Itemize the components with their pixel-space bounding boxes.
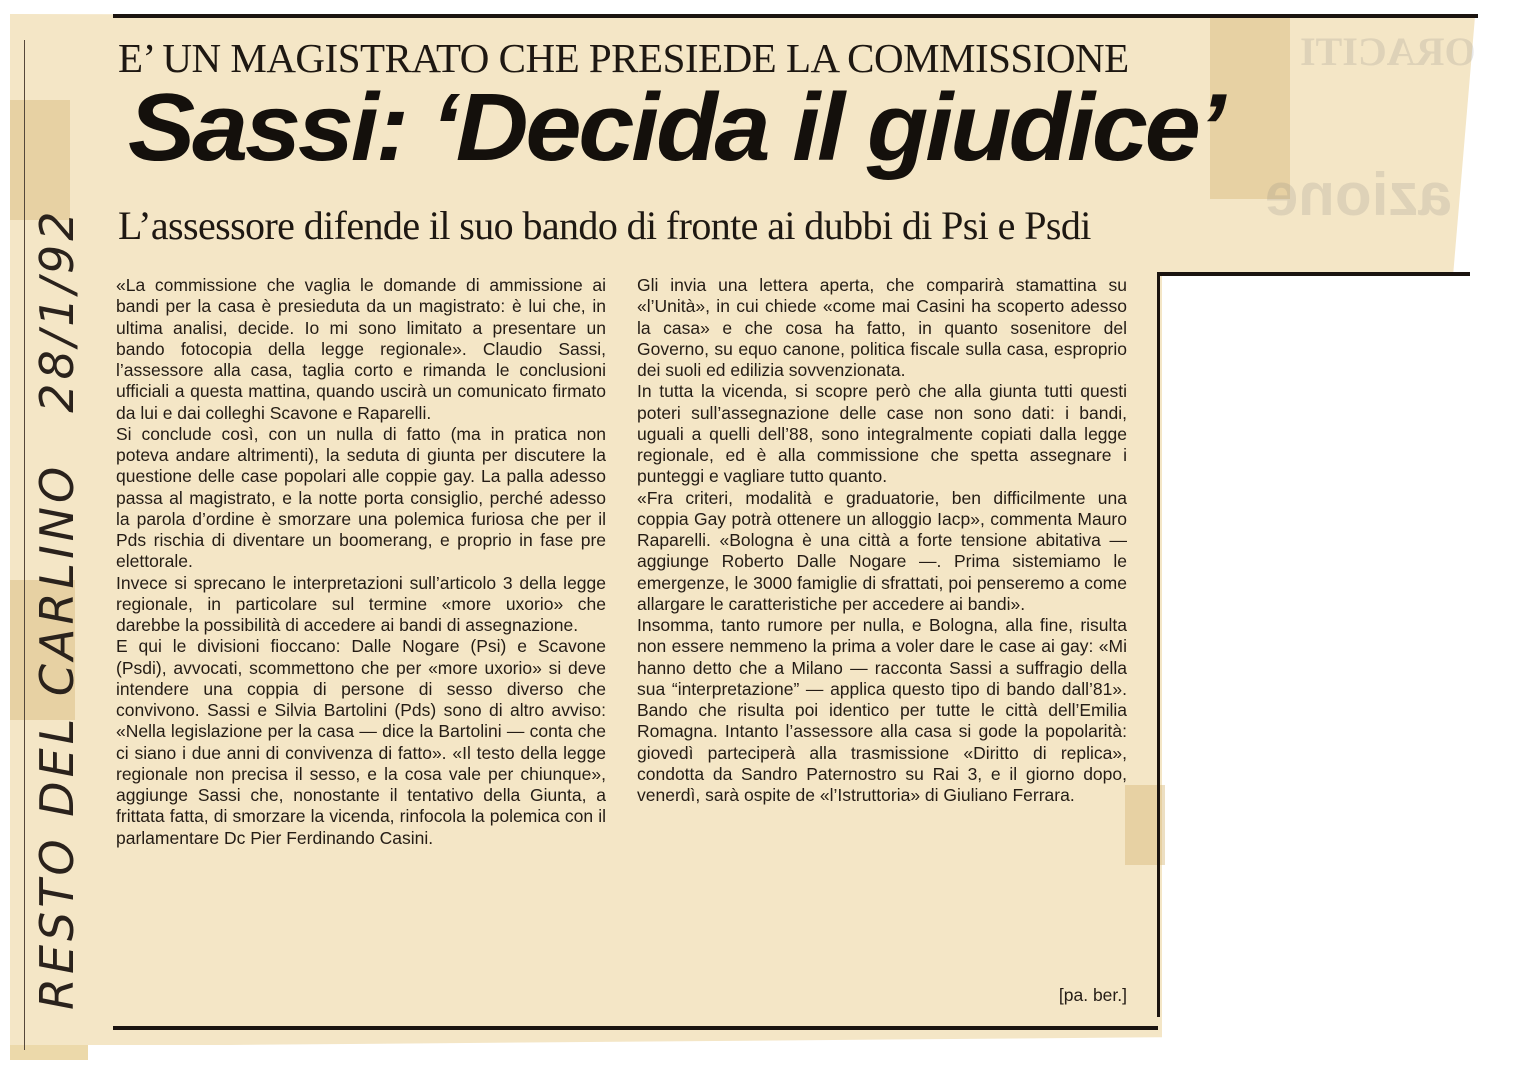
kicker: E’ UN MAGISTRATO CHE PRESIEDE LA COMMISSIONE (118, 35, 1129, 81)
paragraph: In tutta la vicenda, si scopre però che alla giunta tutti questi poteri sull’assegnazione delle case non sono dati: i bandi, uguali a quelli dell’88, sono integralmente copiati dalla legge regionale, ed è alla commissione che spetta assegnare i punteggi e vagliare tutto quanto. (637, 381, 1127, 487)
paragraph: «Fra criteri, modalità e graduatorie, ben difficilmente una coppia Gay potrà ottenere un alloggio Iacp», commenta Mauro Raparelli. «Bologna è una città a forte tensione abitativa — aggiunge Roberto Dalle Nogare —. Prima sistemiamo le emergenze, le 3000 famiglie di sfrattati, poi penseremo a come allargare le caratteristiche per accedere ai bandi». (637, 487, 1127, 614)
paragraph: Insomma, tanto rumore per nulla, e Bologna, alla fine, risulta non essere nemmeno la prima a voler dare le case ai gay: «Mi hanno detto che a Milano — racconta Sassi a suffragio della sua “interpretazione” — applica questo tipo di bando dall’81». Bando che risulta poi identico per tutte le città dell’Emilia Romagna. Intanto l’assessore alla casa si gode la popolarità: giovedì parteciperà alla trasmissione «Diritto di replica», condotta da Sandro Paternostro su Rai 3, e il giorno dopo, venerdì, sarà ospite de «l’Istruttoria» di Giuliano Ferrara. (637, 615, 1127, 805)
paragraph: «La commissione che vaglia le domande di ammissione ai bandi per la casa è presieduta da un magistrato: è lui che, in ultima analisi, decide. Io mi sono limitato a presentare un bando fotocopia della legge regionale». Claudio Sassi, l’assessore alla casa, taglia corto e rimanda le conclusioni ufficiali a questa mattina, quando uscirà un comunicato firmato da lui e dai colleghi Scavone e Raparelli. (116, 275, 606, 423)
column-left (116, 275, 606, 849)
side-rule-horizontal (1157, 272, 1470, 276)
paragraph: Gli invia una lettera aperta, che comparirà stamattina su «l’Unità», in cui chiede «come mai Casini ha scoperto adesso la casa» e che cosa ha fatto, in quanto sosenitore del Governo, su equo canone, politica fiscale sulla casa, esproprio dei suoli ed edilizia sovvenzionata. (637, 275, 1127, 380)
tape-stain (10, 100, 70, 220)
byline: [pa. ber.] (1058, 985, 1127, 1005)
column-right (637, 275, 1127, 806)
top-rule (113, 14, 1478, 18)
bottom-rule (113, 1026, 1158, 1030)
paragraph: E qui le divisioni fioccano: Dalle Nogare (Psi) e Scavone (Psdi), avvocati, scommettono che per «more uxorio» si deve intendere una coppia di persone di sesso diverso che convivono. Sassi e Silvia Bartolini (Pds) sono di altro avviso: «Nella legislazione per la casa — dice la Bartolini — conta che ci siano i due anni di convivenza di fatto». «Il testo della legge regionale non precisa il sesso, e la cosa vale per chiunque», aggiunge Sassi che, nonostante il tentativo della Giunta, a frittata fatta, di smorzare la vicenda, rinfocola la polemica con il parlamentare Dc Pier Ferdinando Casini. (116, 636, 606, 848)
side-rule-vertical (1157, 272, 1160, 1017)
paragraph: Si conclude così, con un nulla di fatto (ma in pratica non poteva andare altrimenti), la seduta di giunta per discutere la questione delle case popolari alle coppie gay. La palla adesso passa al magistrato, e la notte porta consiglio, perché adesso la parola d’ordine è smorzare una polemica furiosa che per il Pds rischia di diventare un boomerang, e proprio in fase pre elettorale. (116, 423, 606, 572)
handwritten-date: 28/1/92 (30, 207, 84, 413)
subheadline: L’assessore difende il suo bando di fronte ai dubbi di Psi e Psdi (118, 203, 1091, 248)
bleed-through-text: ORACITI (1300, 29, 1476, 74)
handwritten-source: RESTO DEL CARLINO (30, 462, 84, 1010)
paragraph: Invece si sprecano le interpretazioni sull’articolo 3 della legge regionale, in particolare sul termine «more uxorio» che darebbe la possibilità di accedere ai bandi di assegnazione. (116, 572, 606, 635)
bleed-through-text: azione (1265, 161, 1452, 228)
handwritten-note (30, 207, 84, 1010)
margin-line (24, 40, 25, 1050)
headline: Sassi: ‘Decida il giudice’ (128, 74, 1223, 181)
